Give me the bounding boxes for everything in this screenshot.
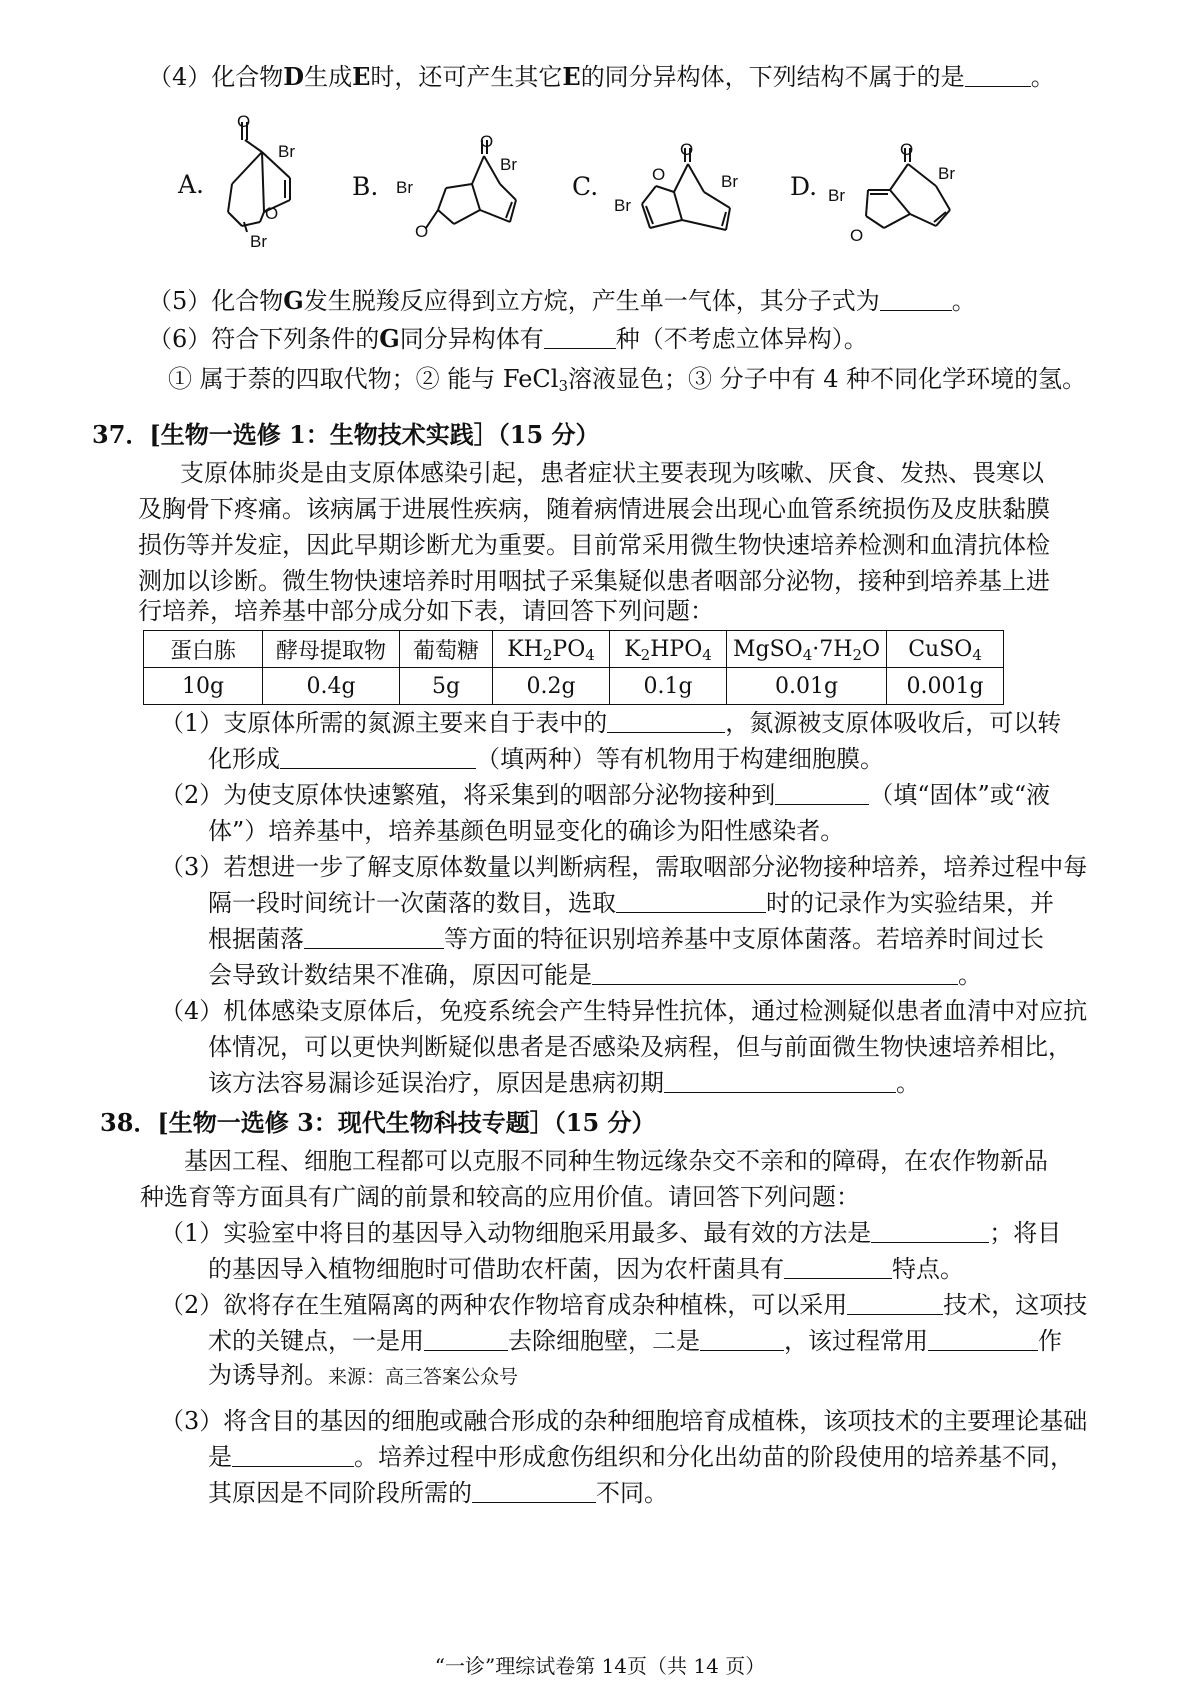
answer-blank[interactable]	[880, 284, 952, 311]
answer-blank[interactable]	[280, 742, 476, 769]
source-note: 来源：高三答案公众号	[328, 1366, 519, 1388]
option-c-label: C.	[572, 172, 599, 201]
q6-line: （6）符合下列条件的G同分异构体有 种（不考虑立体异构）。	[148, 324, 868, 353]
table-header-cell: CuSO$_4$	[887, 631, 1004, 668]
answer-blank[interactable]	[424, 1324, 508, 1351]
answer-blank[interactable]	[700, 1324, 784, 1351]
q37-p3-line: 会导致计数结果不准确，原因可能是 。	[208, 958, 982, 992]
q38-p3-line: （3）将含目的基因的细胞或融合形成的杂种细胞培育成植株，该项技术的主要理论基础	[160, 1407, 1088, 1435]
table-header-cell: 葡萄糖	[400, 631, 493, 668]
atom-label: Br	[250, 232, 267, 251]
q37-p3-line: 根据菌落 等方面的特征识别培养基中支原体菌落。若培养时间过长	[208, 922, 1044, 956]
q37-p2-line: （2）为使支原体快速繁殖，将采集到的咽部分泌物接种到 （填“固体”或“液	[160, 778, 1050, 812]
q38-p2-line: 为诱导剂。来源：高三答案公众号	[208, 1361, 519, 1389]
atom-label: Br	[278, 142, 295, 161]
q38-p1-line: 的基因导入植物细胞时可借助农杆菌，因为农杆菌具有 特点。	[208, 1252, 964, 1286]
answer-blank[interactable]	[775, 778, 869, 805]
table-header-cell: $K_2HPO_4$	[610, 631, 727, 668]
page-footer: “一诊”理综试卷第 14页（共 14 页）	[434, 1654, 766, 1678]
atom-label: O	[265, 204, 279, 223]
answer-blank[interactable]	[607, 706, 725, 733]
option-b-label: B.	[352, 172, 379, 201]
q38-p2-line: 术的关键点，一是用 去除细胞壁，二是 ，该过程常用 作	[208, 1324, 1062, 1358]
q37-p1-line: 化形成 （填两种）等有机物用于构建细胞膜。	[208, 742, 884, 776]
table-row	[144, 668, 1004, 705]
answer-blank[interactable]	[544, 322, 616, 349]
answer-blank[interactable]	[592, 958, 958, 985]
atom-label: O	[480, 132, 494, 151]
answer-blank[interactable]	[928, 1324, 1038, 1351]
q37-p3-line: 隔一段时间统计一次菌落的数目，选取 时的记录作为实验结果，并	[208, 886, 1054, 920]
q37-p4-line: 体情况，可以更快判断疑似患者是否感染及病程，但与前面微生物快速培养相比，	[208, 1033, 1072, 1061]
atom-label: O	[680, 140, 694, 159]
answer-blank[interactable]	[472, 1476, 596, 1503]
answer-blank[interactable]	[871, 1216, 989, 1243]
table-cell: 5g	[400, 668, 493, 705]
q37-p3-line: （3）若想进一步了解支原体数量以判断病程，需取咽部分泌物接种培养，培养过程中每	[160, 853, 1088, 881]
q37-intro-line: 支原体肺炎是由支原体感染引起，患者症状主要表现为咳嗽、厌食、发热、畏寒以	[180, 459, 1044, 487]
table-cell: 0.4g	[263, 668, 400, 705]
answer-blank[interactable]	[616, 886, 766, 913]
medium-composition-table	[143, 630, 1004, 705]
q38-p3-line: 其原因是不同阶段所需的 不同。	[208, 1476, 668, 1510]
answer-blank[interactable]	[304, 922, 444, 949]
answer-blank[interactable]	[664, 1066, 896, 1093]
answer-blank[interactable]	[965, 60, 1031, 87]
q38-intro-line: 基因工程、细胞工程都可以克服不同种生物远缘杂交不亲和的障碍，在农作物新品	[184, 1147, 1048, 1175]
atom-label: O	[237, 112, 251, 131]
answer-blank[interactable]	[784, 1252, 892, 1279]
q37-intro-line: 损伤等并发症，因此早期诊断尤为重要。目前常采用微生物快速培养检测和血清抗体检	[138, 531, 1050, 559]
q6-conditions: ① 属于萘的四取代物；② 能与 FeCl$_3$溶液显色；③ 分子中有 4 种不同化学环境的氢。	[168, 365, 1087, 395]
table-header-row	[144, 631, 1004, 668]
answer-blank[interactable]	[847, 1288, 943, 1315]
q37-intro-line: 行培养，培养基中部分成分如下表，请回答下列问题：	[138, 597, 714, 625]
q37-p4-line: 该方法容易漏诊延误治疗，原因是患病初期 。	[208, 1066, 920, 1100]
option-c-structure	[640, 140, 760, 240]
atom-label: O	[415, 222, 429, 241]
table-cell: 0.2g	[493, 668, 610, 705]
q5-line: （5）化合物G发生脱羧反应得到立方烷，产生单一气体，其分子式为 。	[148, 286, 976, 315]
q38-intro-line: 种选育等方面具有广阔的前景和较高的应用价值。请回答下列问题：	[140, 1183, 860, 1211]
q37-heading: 37．[生物一选修 1：生物技术实践］（15 分）	[92, 420, 600, 449]
table-header-cell: 蛋白胨	[144, 631, 263, 668]
table-cell: 0.1g	[610, 668, 727, 705]
q37-intro-line: 测加以诊断。微生物快速培养时用咽拭子采集疑似患者咽部分泌物，接种到培养基上进	[138, 567, 1050, 595]
q37-p2-line: 体”）培养基中，培养基颜色明显变化的确诊为阳性感染者。	[208, 817, 845, 845]
atom-label: O	[900, 140, 914, 159]
q37-p1-line: （1）支原体所需的氮源主要来自于表中的 ，氮源被支原体吸收后，可以转	[160, 706, 1061, 740]
q4-line: （4）化合物D生成E时，还可产生其它E的同分异构体，下列结构不属于的是 。	[148, 62, 1055, 91]
atom-label: Br	[614, 196, 631, 215]
option-a-label: A.	[178, 170, 205, 199]
atom-label: Br	[500, 155, 517, 174]
q38-p1-line: （1）实验室中将目的基因导入动物细胞采用最多、最有效的方法是 ；将目	[160, 1216, 1061, 1250]
table-cell: 10g	[144, 668, 263, 705]
answer-blank[interactable]	[232, 1440, 354, 1467]
atom-label: O	[652, 165, 666, 184]
table-header-cell: 酵母提取物	[263, 631, 400, 668]
table-cell: 0.01g	[727, 668, 887, 705]
q38-heading: 38．[生物一选修 3：现代生物科技专题］（15 分）	[100, 1108, 656, 1137]
atom-label: Br	[938, 164, 955, 183]
atom-label: Br	[721, 172, 738, 191]
q37-p4-line: （4）机体感染支原体后，免疫系统会产生特异性抗体，通过检测疑似患者血清中对应抗	[160, 997, 1088, 1025]
atom-label: Br	[828, 186, 845, 205]
q37-intro-line: 及胸骨下疼痛。该病属于进展性疾病，随着病情进展会出现心血管系统损伤及皮肤黏膜	[138, 495, 1050, 523]
atom-label: Br	[396, 178, 413, 197]
atom-label: O	[850, 226, 864, 245]
q38-p3-line: 是 。培养过程中形成愈伤组织和分化出幼苗的阶段使用的培养基不同，	[208, 1440, 1074, 1474]
option-d-label: D.	[790, 172, 818, 201]
q38-p2-line: （2）欲将存在生殖隔离的两种农作物培育成杂种植株，可以采用 技术，这项技	[160, 1288, 1087, 1322]
table-header-cell: $MgSO_4\cdot 7H_2O$	[727, 631, 887, 668]
table-cell: 0.001g	[887, 668, 1004, 705]
table-header-cell: $KH_2PO_4$	[493, 631, 610, 668]
